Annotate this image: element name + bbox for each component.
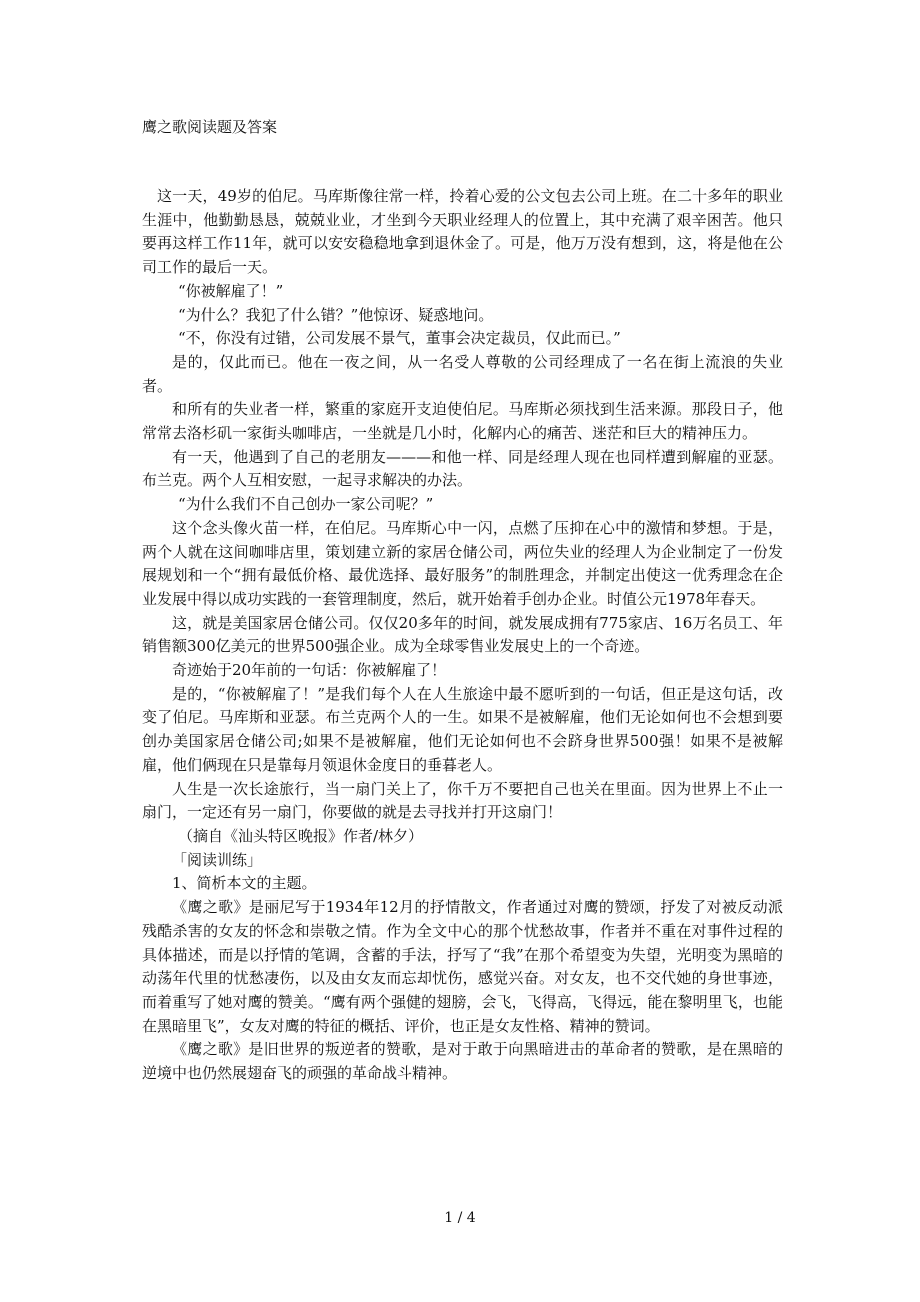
- paragraph: 人生是一次长途旅行，当一扇门关上了，你千万不要把自己也关在里面。因为世界上不止一扇门，一定还有另一扇门，你要做的就是去寻找并打开这扇门！: [142, 779, 783, 822]
- paragraph: 和所有的失业者一样，繁重的家庭开支迫使伯尼。马库斯必须找到生活来源。那段日子，他常常去洛杉矶一家街头咖啡店，一坐就是几小时，化解内心的痛苦、迷茫和巨大的精神压力。: [142, 400, 783, 443]
- paragraph: 奇迹始于20年前的一句话：你被解雇了！: [172, 661, 447, 680]
- paragraph: “为什么？我犯了什么错？”他惊讶、疑惑地问。: [178, 305, 494, 324]
- paragraph: “不，你没有过错，公司发展不景气，董事会决定裁员，仅此而已。”: [178, 329, 621, 348]
- paragraph: 《鹰之歌》是丽尼写于1934年12月的抒情散文，作者通过对鹰的赞颂，抒发了对被反动派残酷杀害的女友的怀念和崇敬之情。作为全文中心的那个忧愁故事，作者并不重在对事件过程的具体描述，而是以抒情的笔调，含蓄的手法，抒写了“我”在那个希望变为失望，光明变为黑暗的动荡年代里的忧愁凄伤，以及由女友而忘却忧伤，感觉兴奋。对女友，也不交代她的身世事迹，而着重写了她对鹰的赞美。“鹰有两个强健的翅膀，会飞，飞得高，飞得远，能在黎明里飞，也能在黑暗里飞”，女友对鹰的特征的概括、评价，也正是女友性格、精神的赞词。: [142, 898, 783, 1035]
- paragraph: 是的，“你被解雇了！”是我们每个人在人生旅途中最不愿听到的一句话，但正是这句话，改变了伯尼。马库斯和亚瑟。布兰克两个人的一生。如果不是被解雇，他们无论如何也不会想到要创办美国家居仓储公司;如果不是被解雇，他们无论如何也不会跻身世界500强！如果不是被解雇，他们俩现在只是靠每月领退休金度日的垂暮老人。: [142, 684, 783, 774]
- paragraph: “你被解雇了！”: [178, 281, 284, 300]
- paragraph: 是的，仅此而已。他在一夜之间，从一名受人尊敬的公司经理成了一名在街上流浪的失业者。: [142, 352, 783, 395]
- document-body: [142, 185, 783, 1086]
- paragraph: 这，就是美国家居仓储公司。仅仅20多年的时间，就发展成拥有775家店、16万名员工、年销售额300亿美元的世界500强企业。成为全球零售业发展史上的一个奇迹。: [142, 613, 783, 656]
- source-citation: （摘自《汕头特区晚报》作者/林夕）: [178, 826, 424, 845]
- paragraph: 有一天，他遇到了自己的老朋友———和他一样、同是经理人现在也同样遭到解雇的亚瑟。布兰克。两个人互相安慰，一起寻求解决的办法。: [142, 447, 783, 490]
- paragraph: 《鹰之歌》是旧世界的叛逆者的赞歌，是对于敢于向黑暗进击的革命者的赞歌，是在黑暗的逆境中也仍然展翅奋飞的顽强的革命战斗精神。: [142, 1040, 783, 1083]
- paragraph: “为什么我们不自己创办一家公司呢？”: [178, 495, 434, 514]
- page-number: 1 / 4: [444, 1210, 476, 1226]
- section-heading: 「阅读训练」: [172, 850, 263, 869]
- paragraph: 这一天，49岁的伯尼。马库斯像往常一样，拎着心爱的公文包去公司上班。在二十多年的职业生涯中，他勤勤恳恳，兢兢业业，才坐到今天职业经理人的位置上，其中充满了艰辛困苦。他只要再这样工作11年，就可以安安稳稳地拿到退休金了。可是，他万万没有想到，这，将是他在公司工作的最后一天。: [142, 187, 783, 277]
- question: 1、简析本文的主题。: [172, 874, 317, 893]
- paragraph: 这个念头像火苗一样，在伯尼。马库斯心中一闪，点燃了压抑在心中的激情和梦想。于是，两个人就在这间咖啡店里，策划建立新的家居仓储公司，两位失业的经理人为企业制定了一份发展规划和一个“拥有最低价格、最优选择、最好服务”的制胜理念，并制定出使这一优秀理念在企业发展中得以成功实践的一套管理制度，然后，就开始着手创办企业。时值公元1978年春天。: [142, 518, 783, 608]
- document-title: 鹰之歌阅读题及答案: [142, 118, 278, 136]
